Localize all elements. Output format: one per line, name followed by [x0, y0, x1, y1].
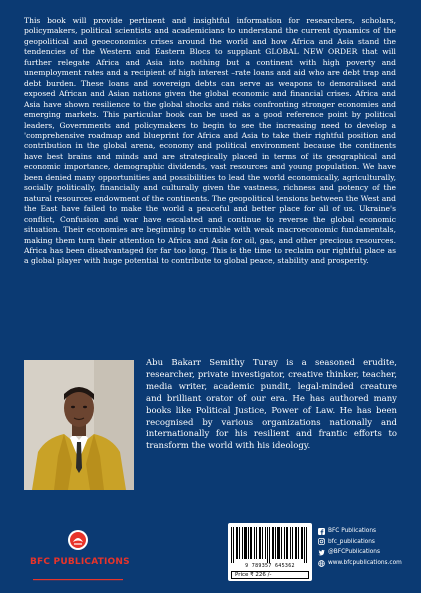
blurb-text: This book will provide pertinent and insightful information for researchers, scholars, policymakers, political scientists and academicians to understand the current dynamics of the geopolitical and geoeconomics crises around the world and how Africa and Asia stand the tendencies of the Western and Eastern Blocs to supplant GLOBAL NEW ORDER that will further relegate Africa and Asia into nothing but a continent with high poverty and unemployment rates and a recipient of high interest –rate loans and aid who are debt trap and debt burden. These loans and sovereign debts can serve as weapons to demoralised and exposed African and Asian nations given the global economic and financial crises. Africa and Asia have shown resilience to the global shocks and risks confronting stronger economies and emerging markets. This particular book can be used as a good reference point by political leaders, Governments and policymakers to begin to see the increasing need to develop a 'comprehensive roadmap and blueprint for Africa and Asia to take their rightful position and contribution in the global arena, economy and political environment because the continents have best brains and minds and are strategically placed in terms of its geographical and economic importance, demographic dividends, vast resources and young population. We have been denied many opportunities and possibilities to lead the world economically, agriculturally, socially politically, financially and culturally given the vastness, richness and potency of the natural resources endowment of the continents. The geopolitical tensions between the West and the East have failed to make the world a peaceful and better place for all of us. Ukraine's conflict, Confusion and war have escalated and continue to reverse the global economic situation. Their economies are beginning to crumble with weak macroeconomic fundamentals, making them turn their attention to Africa and Asia for oil, gas, and other precious resources. Africa has been disadvantaged for far too long. This is the time to reclaim our rightful place as a global player with huge potential to contribute to global peace, stability and prosperity.: [24, 16, 396, 266]
publisher-name: BFC PUBLICATIONS: [30, 557, 130, 567]
isbn-digits: 9 789357 645362: [245, 563, 295, 569]
contact-facebook[interactable]: [318, 526, 418, 537]
globe-icon: [318, 560, 325, 567]
barcode-bars: [231, 527, 309, 563]
twitter-icon: [318, 549, 325, 556]
author-photo: [24, 360, 134, 490]
contact-instagram-label: bfc_publications: [328, 538, 375, 545]
contact-twitter-label: @BFCPublications: [328, 549, 380, 556]
instagram-icon: [318, 538, 325, 545]
isbn-barcode: [228, 523, 312, 581]
publisher-underline: [33, 578, 123, 582]
publisher-logo: [30, 529, 130, 577]
facebook-icon: [318, 528, 325, 535]
publisher-contacts: [318, 526, 418, 568]
author-bio: Abu Bakarr Semithy Turay is a seasoned erudite, researcher, private investigator, creative thinker, teacher, media writer, academic pundit, legal-minded creature and brilliant orator of our era. He has authored many books like Political Justice, Power of Law. He has been recognised by various organizations nationally and internationally for his resilient and frantic efforts to transform the world with his ideology.: [146, 358, 397, 452]
publisher-emblem-icon: [67, 529, 89, 551]
contact-website[interactable]: [318, 558, 418, 569]
contact-website-label: www.bfcpublications.com: [328, 560, 402, 567]
contact-twitter[interactable]: [318, 547, 418, 558]
price-label: Price ₹ 226 /-: [231, 571, 309, 579]
contact-instagram[interactable]: [318, 537, 418, 548]
contact-facebook-label: BFC Publications: [328, 528, 377, 535]
